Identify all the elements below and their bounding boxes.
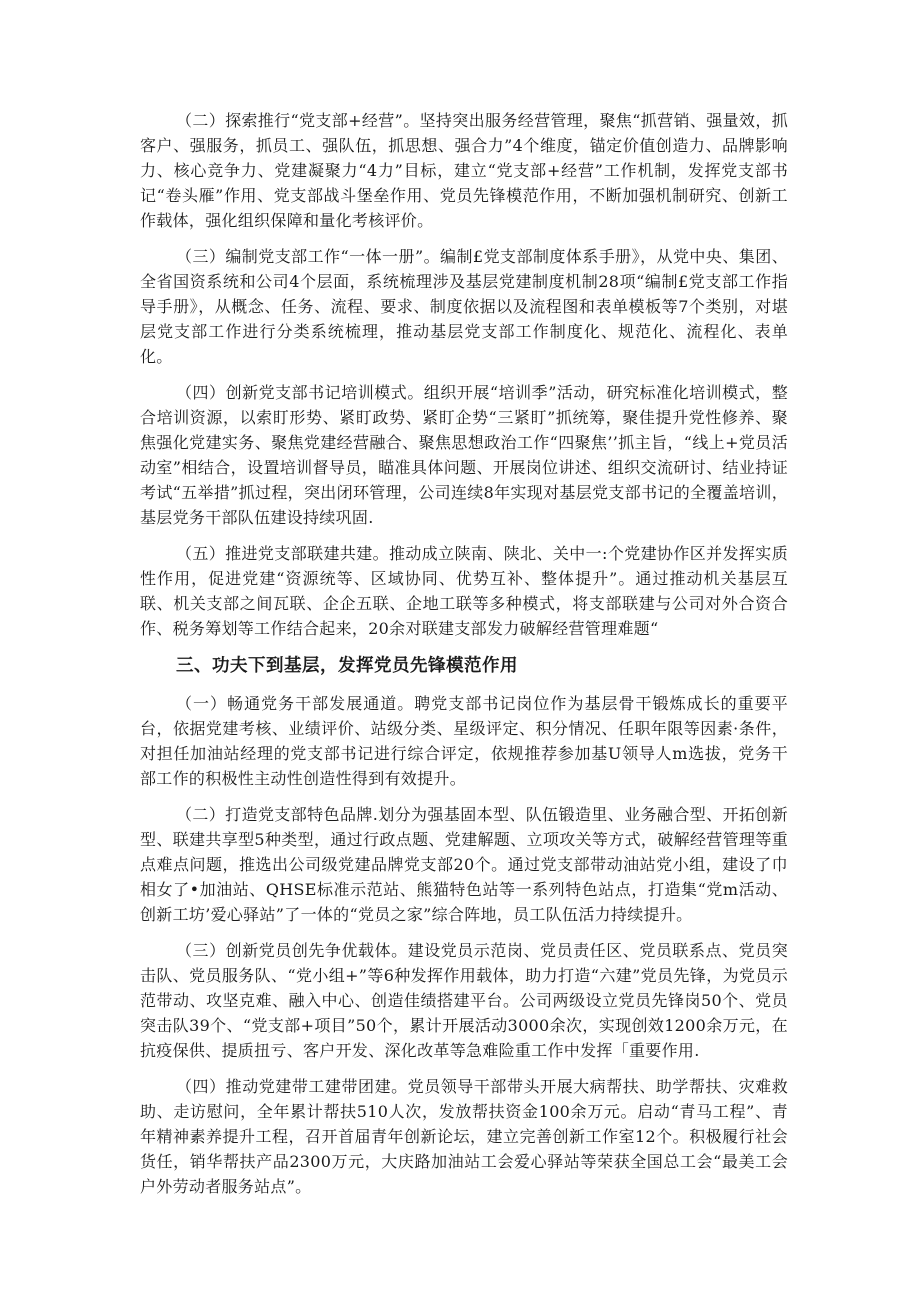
paragraph-joint-construction: （五）推进党支部联建共建。推动成立陕南、陕北、关中一:个党建协作区并发挥实质性作用，促进党建“资源统等、区域协同、优势互补、整体提升”。通过推动机关基层互联、机关支部之间瓦联、企企五联、企地工联等多种模式，将支部联建与公司对外合资合作、税务筹划等工作结合起来，20余对联建支部发力破解经营管理难题“ bbox=[140, 544, 788, 638]
paragraph-member-carriers: （三）创新党员创先争优载体。建设党员示范岗、党员责任区、党员联系点、党员突击队、党员服务队、“党小组+”等6种发挥作用载体，助力打造“六建”党员先锋，为党员示范带动、攻坚克难、融入中心、创造佳绩搭建平台。公司两级设立党员先锋岗50个、党员突击队39个、“党支部+项目”50个，累计开展活动3000余次，实现创效1200余万元，在抗疫保供、提质扭亏、客户开发、深化改革等急难险重工作中发挥「重要作用. bbox=[140, 941, 788, 1060]
paragraph-cadre-development: （一）畅通党务干部发展通道。聘党支部书记岗位作为基层骨干锻炼成长的重要平台，依据党建考核、业绩评价、站级分类、星级评定、积分情况、任职年限等因素·条件，对担任加油站经理的党支部书记进行综合评定，依规推荐参加基U领导人m选拔，党务干部工作的积极性主动性创造性得到有效提升。 bbox=[140, 694, 788, 788]
paragraph-explore-party-branch-operation: （二）探索推行“党支部+经营”。坚持突出服务经营管理，聚焦“抓营销、强量效，抓客户、强服务，抓员工、强队伍，抓思想、强合力”4个维度，锚定价值创造力、品牌影响力、核心竞争力、党建凝聚力“4力”目标，建立“党支部+经营”工作机制，发挥党支部书记“卷头雁”作用、党支部战斗堡垒作用、党员先锋模范作用，不断加强机制研究、创新工作载体，强化组织保障和量化考核评价。 bbox=[140, 111, 788, 230]
document-body bbox=[140, 108, 788, 1210]
paragraph-union-league-building: （四）推动党建带工建带团建。党员领导干部带头开展大病帮扶、助学帮扶、灾难救助、走访慰问，全年累计帮扶510人次，发放帮扶资金100余万元。启动“青马工程”、青年精神素养提升工程，召开首届青年创新论坛，建立完善创新工作室12个。积极履行社会货任，销华帮扶产品2300万元，大庆路加油站工会爱心驿站等荣获全国总工会“最美工会户外劳动者服务站点”。 bbox=[140, 1077, 788, 1196]
paragraph-branch-brand: （二）打造党支部特色品牌.划分为强基固本型、队伍锻造里、业务融合型、开拓创新型、联建共享型5种类型，通过行政点题、党建解题、立项攻关等方式，破解经营管理等重点难点问题，推选出公司级党建品牌党支部20个。通过党支部带动油站党小组，建设了巾相女了•加油站、QHSE标准示范站、熊猫特色站等一系列特色站点，打造集“党m活动、创新工坊’爱心驿站”了一体的“党员之家”综合阵地，员工队伍活力持续提升。 bbox=[140, 805, 788, 924]
paragraph-secretary-training: （四）创新党支部书记培训模式。组织开展“培训季”活动，研究标准化培训模式，整合培训资源，以索盯形势、紧盯政势、紧盯企势“三紧盯”抓统筹，聚佳提升党性修养、聚焦强化党建实务、聚焦党建经营融合、聚焦思想政治工作“四聚焦’’抓主旨，“线上+党员活动室”相结合，设置培训督导员，瞄准具体问题、开展岗位讲述、组织交流研讨、结业持证考试“五举措”抓过程，突出闭环管理，公司连续8年实现对基层党支部书记的全覆盖培训，基层党务干部队伍建设持续巩固. bbox=[140, 383, 788, 527]
section-heading: 三、功夫下到基层，发挥党员先锋模范作用 bbox=[176, 656, 518, 676]
paragraph-compile-work-manual: （三）编制党支部工作“一体一册”。编制£党支部制度体系手册》，从党中央、集团、全省国资系统和公司4个层面，系统梳理涉及基层党建制度机制28项“编制£党支部工作指导手册》，从概念、任务、流程、要求、制度依据以及流程图和表单模板等7个类别，对堪层党支部工作进行分类系统梳理，推动基层党支部工作制度化、规范化、流程化、表单化。 bbox=[140, 247, 788, 366]
